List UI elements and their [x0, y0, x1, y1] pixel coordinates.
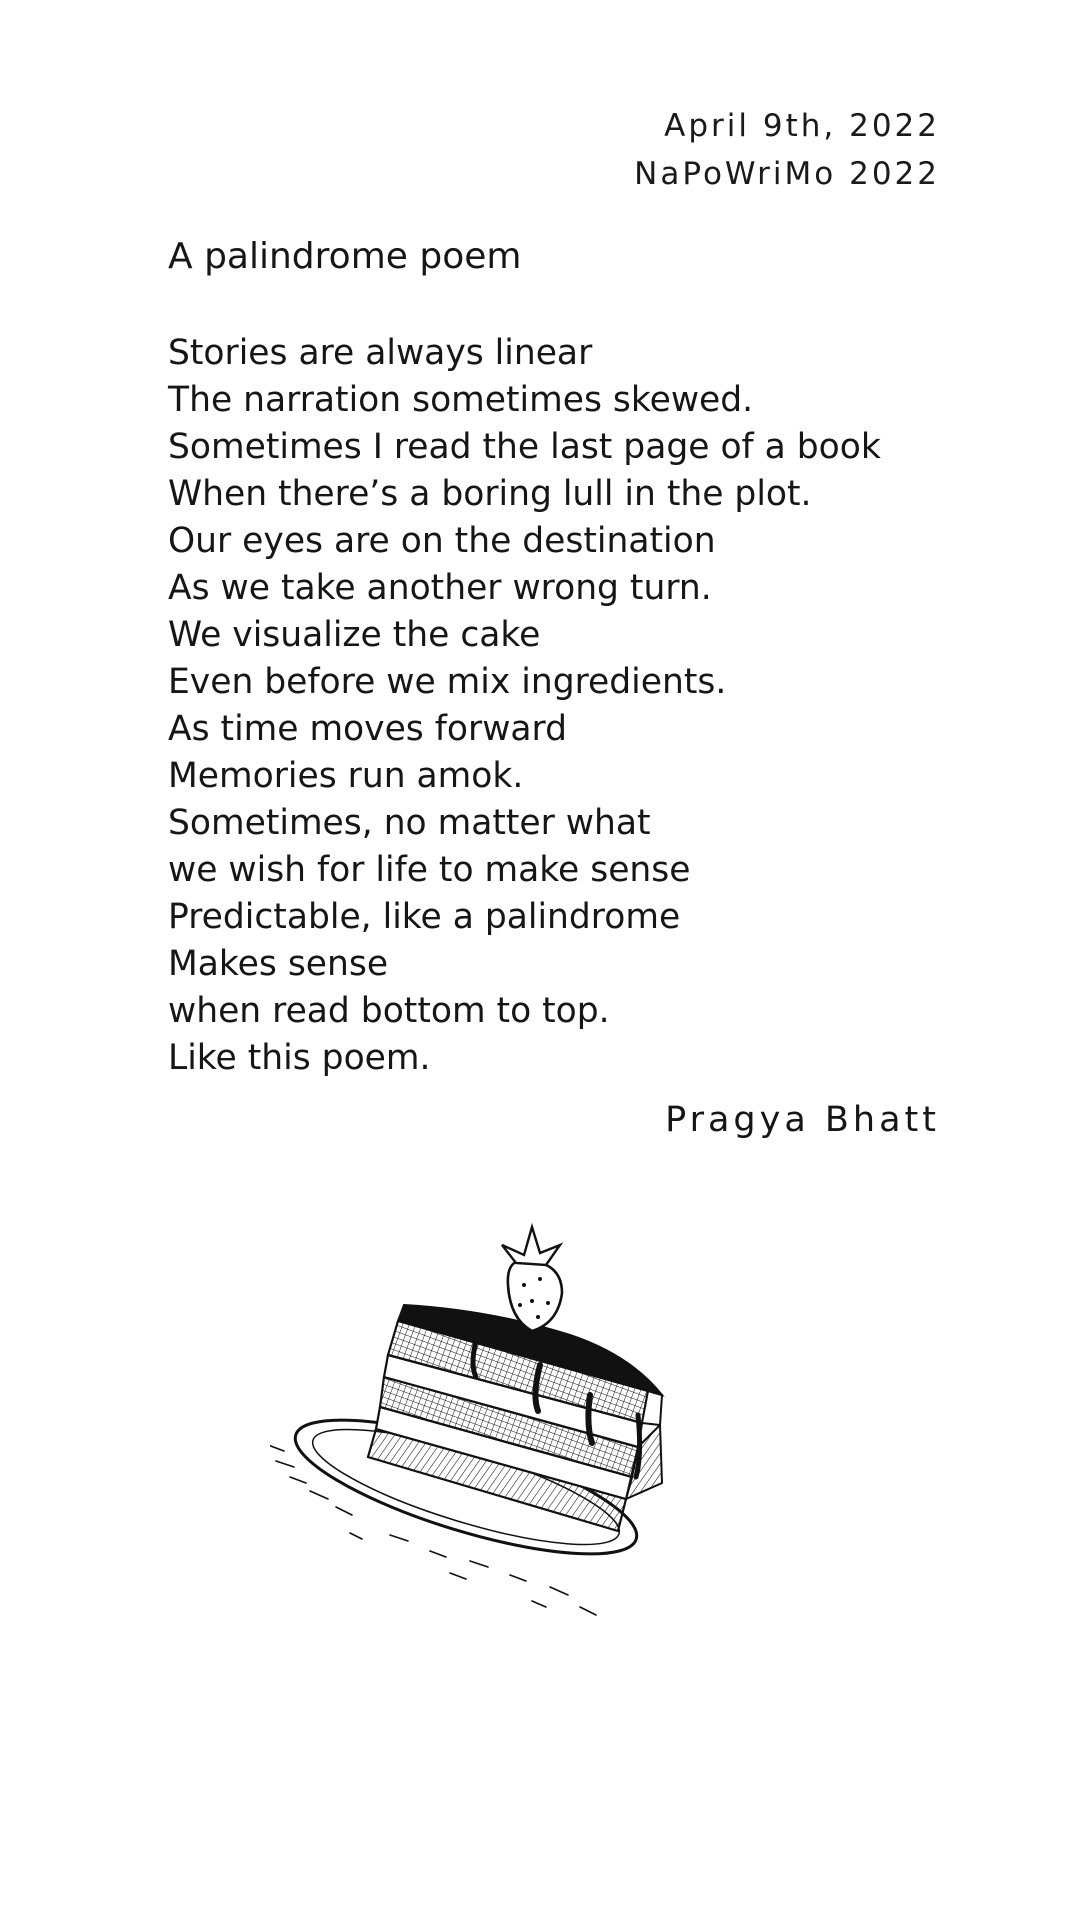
poem-line: Sometimes, no matter what — [168, 803, 651, 843]
poem-line: we wish for life to make sense — [168, 850, 691, 890]
poem-line: Like this poem. — [168, 1038, 431, 1078]
event-label: NaPoWriMo 2022 — [634, 156, 940, 192]
poem-line: Memories run amok. — [168, 756, 524, 796]
poem-lines — [168, 330, 881, 1082]
poem-date: April 9th, 2022 — [664, 108, 940, 144]
cake-slice-with-strawberry-icon — [270, 1215, 710, 1625]
poem-line: As time moves forward — [168, 709, 568, 749]
poem-line: When there’s a boring lull in the plot. — [168, 474, 812, 514]
poem-line: Makes sense — [168, 944, 389, 984]
poem-line: Even before we mix ingredients. — [168, 662, 727, 702]
poem-line: Predictable, like a palindrome — [168, 897, 681, 937]
poem-line: Sometimes I read the last page of a book — [168, 427, 881, 467]
poem-line: We visualize the cake — [168, 615, 541, 655]
poem-author: Pragya Bhatt — [665, 1100, 940, 1140]
poem-line: when read bottom to top. — [168, 991, 610, 1031]
poem-line: As we take another wrong turn. — [168, 568, 712, 608]
poem-line: Stories are always linear — [168, 333, 593, 373]
poem-line: The narration sometimes skewed. — [168, 380, 754, 420]
poem-line: Our eyes are on the destination — [168, 521, 716, 561]
poem-title: A palindrome poem — [168, 236, 522, 277]
